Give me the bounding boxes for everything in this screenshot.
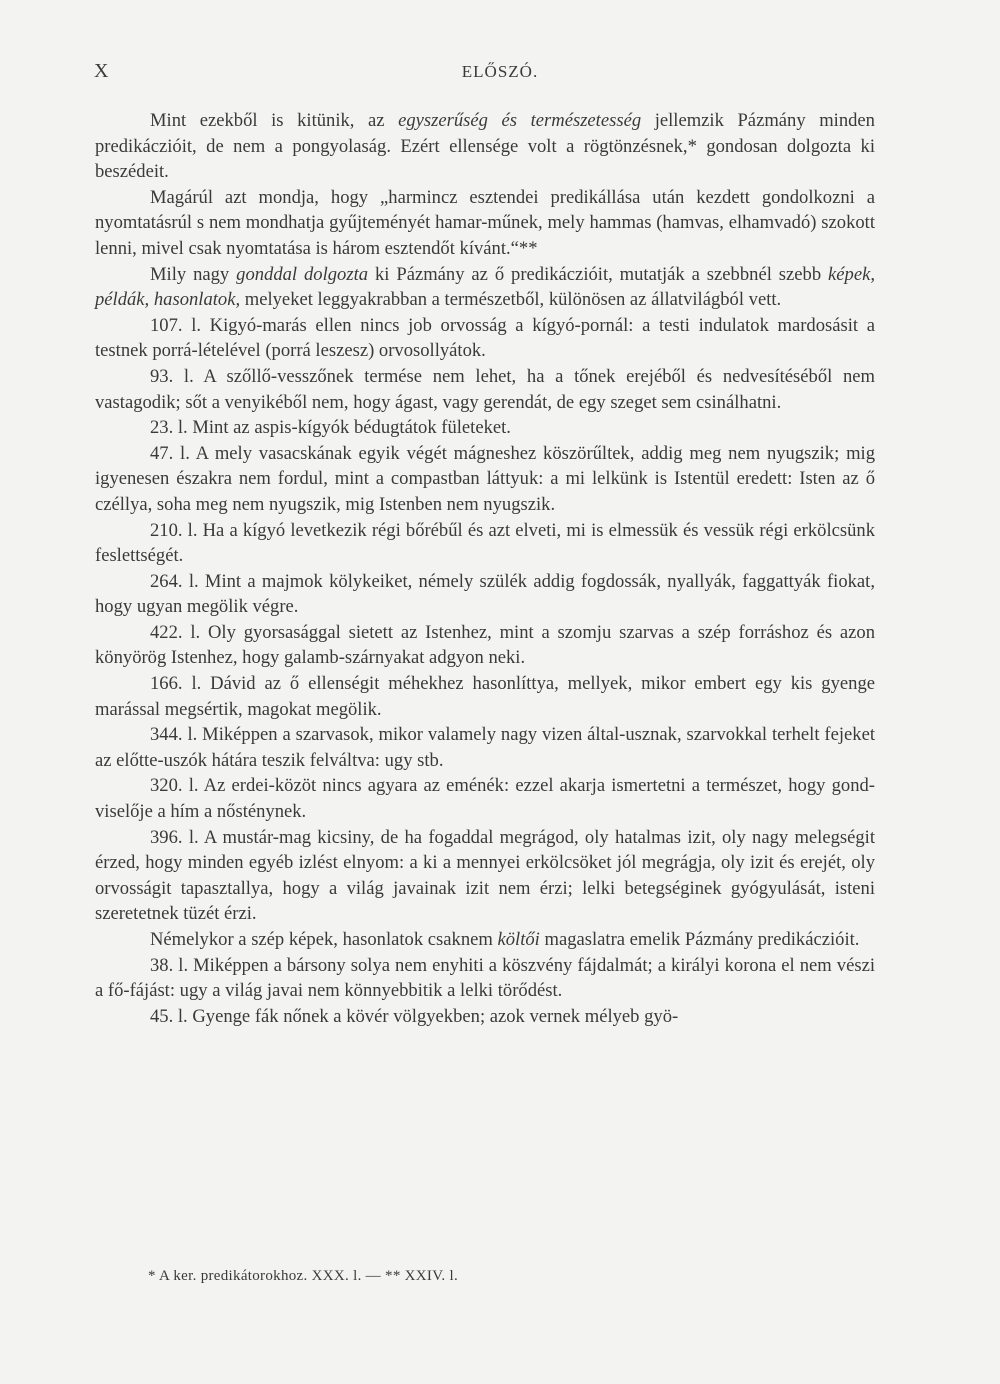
body-text	[95, 108, 875, 1029]
paragraph	[95, 671, 875, 722]
page-number: X	[94, 60, 110, 82]
emphasis-text: egyszerűség és természetesség	[398, 110, 642, 131]
paragraph	[95, 441, 875, 518]
emphasis-text: gonddal dolgozta	[236, 263, 369, 285]
paragraph	[95, 825, 875, 927]
paragraph	[95, 722, 875, 773]
paragraph	[95, 1004, 875, 1030]
text-run: jellemzik Pázmány minden predikáczióit, de nem a pongyolaság. Ezért ellensége volt a rögtönzésnek,* gondosan dolgozta ki beszédeit.	[95, 110, 875, 183]
text-run: 38. l. Miképpen a bársony solya nem enyhiti a köszvény fájdalmát; a királyi korona el nem vészi a fő-fájást: ugy a világ javai nem könnyebbitik a lelki törődést.	[95, 954, 875, 1002]
footnote: * A ker. predikátorokhoz. XXX. l. — ** XXIV. l.	[148, 1268, 459, 1284]
text-run: 107. l. Kigyó-marás ellen nincs job orvosság a kígyó-pornál: a testi indulatok mardosásit a testnek porrá-lételével (porrá leszesz) orvosollyátok.	[95, 314, 875, 362]
text-run: Mily nagy	[150, 263, 237, 285]
paragraph	[95, 773, 875, 824]
text-run: Magárúl azt mondja, hogy „harmincz esztendei predikállása után kezdett gondolkozni a nyomtatásrúl s nem mondhatja gyűjteményét hamar-műnek, mely hammas (hamvas, elhamvadó) szokott lenni, mivel csak nyomtatása is három esztendőt kívánt.“**	[95, 186, 875, 259]
paragraph	[95, 415, 875, 441]
text-run: 210. l. Ha a kígyó levetkezik régi bőrébűl és azt elveti, mi is elmessük és vessük régi erkölcsünk feslettségét.	[95, 519, 875, 567]
emphasis-text: költői	[497, 929, 540, 950]
emphasis-text: képek, példák, hasonlatok,	[95, 263, 875, 311]
text-run: 264. l. Mint a majmok kölykeiket, némely szülék addig fogdossák, nyallyák, faggattyák fiokat, hogy ugyan megölik végre.	[95, 570, 875, 618]
text-run: melyeket leggyakrabban a természetből, különösen az állatvilágból vett.	[240, 289, 782, 311]
paragraph	[95, 313, 875, 364]
paragraph	[95, 108, 875, 185]
text-run: 422. l. Oly gyorsasággal sietett az Istenhez, mint a szomju szarvas a szép forráshoz és azon könyörög Istenhez, hogy galamb-szárnyakat adgyon neki.	[95, 621, 875, 669]
text-run: Némelykor a szép képek, hasonlatok csaknem	[150, 929, 498, 950]
paragraph	[95, 569, 875, 620]
paragraph	[95, 953, 875, 1004]
paragraph	[95, 262, 875, 313]
text-run: 396. l. A mustár-mag kicsiny, de ha fogaddal megrágod, oly hatalmas izit, oly nagy melegségit érzed, hogy minden egyéb izlést elnyom: a ki a mennyei erkölcsöket jól megrágja, oly izit és erejét, oly orvosságit tapasztallya, hogy a világ javainak izit nem érzi; lelki betegséginek gyógyulását, isteni szeretetnek tüzét érzi.	[95, 826, 875, 925]
text-run: ki Pázmány az ő predikáczióit, mutatják a szebbnél szebb	[368, 263, 829, 285]
paragraph	[95, 185, 875, 262]
text-run: 47. l. A mely vasacskának egyik végét mágneshez köszörűltek, addig meg nem nyugszik; mig igyenesen északra nem fordul, mint a compastban láttyuk: a mi lelkünk is Istentül eredett: Isten az ő czéllya, soha meg nem nyugszik, mig Istenben nem nyugszik.	[95, 442, 875, 515]
text-run: 320. l. Az erdei-közöt nincs agyara az eménék: ezzel akarja ismertetni a természet, hogy gond-viselője a hím a nősténynek.	[95, 775, 875, 823]
text-run: 23. l. Mint az aspis-kígyók bédugtátok fületeket.	[150, 417, 511, 439]
paragraph	[95, 620, 875, 671]
text-run: 166. l. Dávid az ő ellenségit méhekhez hasonlíttya, mellyek, mikor embert egy kis gyenge marással megsértik, magokat megölik.	[95, 673, 875, 720]
text-run: Mint ezekből is kitünik, az	[150, 110, 399, 131]
paragraph	[95, 927, 875, 953]
running-title: ELŐSZÓ.	[461, 62, 539, 81]
text-run: 344. l. Miképpen a szarvasok, mikor valamely nagy vizen által-usznak, szarvokkal terhelt fejeket az előtte-uszók hátára teszik felváltva: ugy stb.	[95, 724, 875, 771]
text-run: 93. l. A szőllő-vesszőnek termése nem lehet, ha a tőnek erejéből és nedvesítéséből nem vastagodik; sőt a venyikéből nem, hogy ágast, vagy gerendát, de egy szeget sem csinálhatni.	[95, 365, 875, 413]
paragraph	[95, 518, 875, 569]
text-run: 45. l. Gyenge fák nőnek a kövér völgyekben; azok vernek mélyeb gyö-	[150, 1005, 679, 1027]
text-run: magaslatra emelik Pázmány predikáczióit.	[539, 929, 860, 950]
paragraph	[95, 364, 875, 415]
